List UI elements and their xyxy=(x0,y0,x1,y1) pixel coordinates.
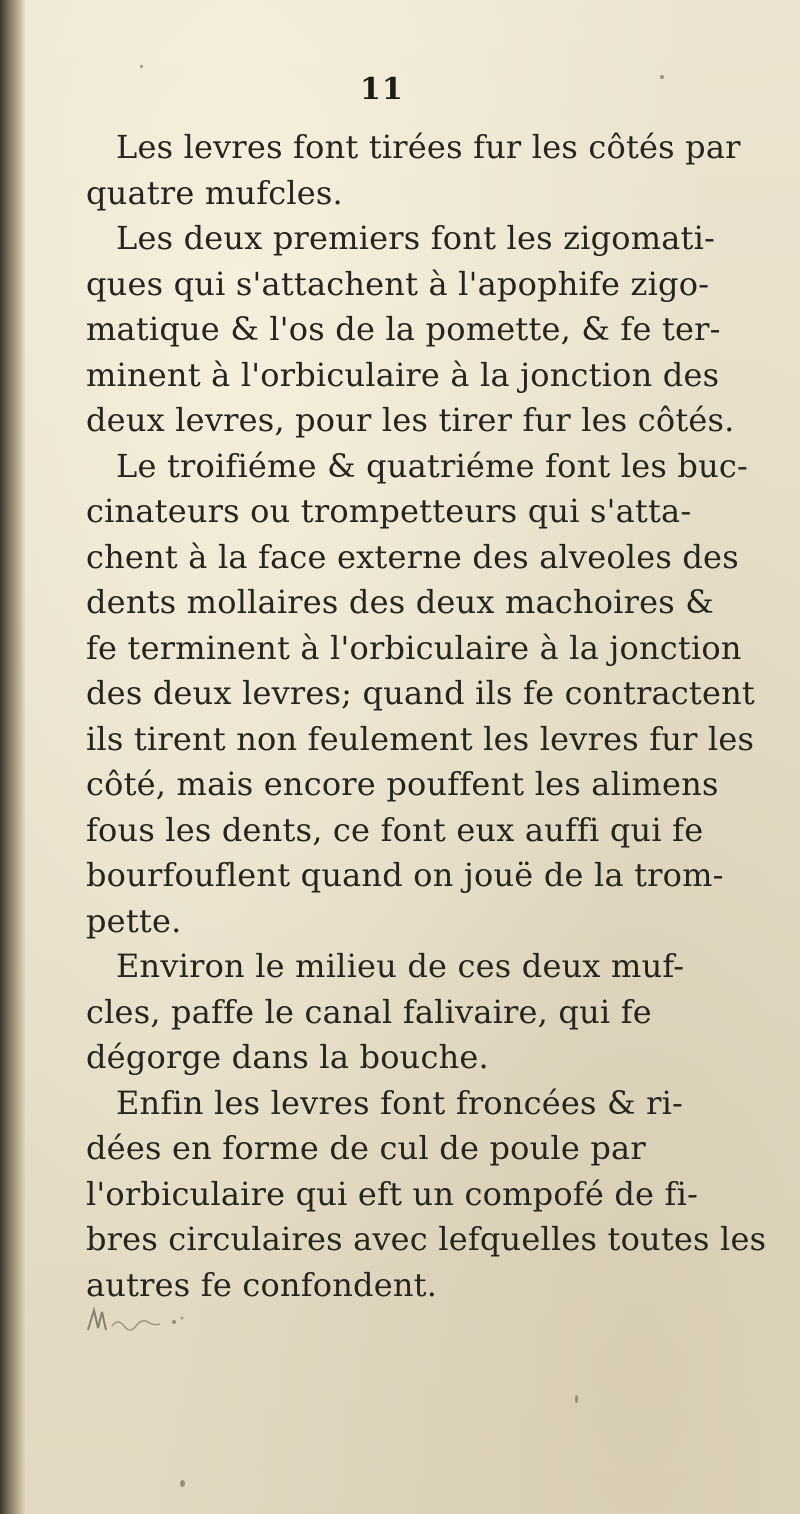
paper-speck xyxy=(180,1480,185,1487)
text-line: bres circulaires avec lefquelles toutes les xyxy=(86,1220,767,1258)
text-line: quatre mufcles. xyxy=(86,173,343,212)
text-line: Environ le milieu de ces deux muf- xyxy=(116,947,685,985)
text-line: côté, mais encore pouffent les alimens xyxy=(86,765,719,803)
binding-edge xyxy=(0,0,26,1514)
text-line: ques qui s'attachent à l'apophife zigo- xyxy=(86,264,710,303)
text-line: ils tirent non feulement les levres fur les xyxy=(86,719,755,758)
paper-speck xyxy=(575,1395,578,1403)
body-text xyxy=(86,125,767,1308)
text-line: Les levres font tirées fur les côtés par xyxy=(116,128,741,166)
text-line: dées en forme de cul de poule par xyxy=(86,1129,646,1167)
text-line: deux levres, pour les tirer fur les côtés. xyxy=(86,401,735,439)
text-line: dégorge dans la bouche. xyxy=(86,1038,489,1076)
text-line: fe terminent à l'orbiculaire à la jonction xyxy=(86,628,742,667)
page-number: 11 xyxy=(360,72,404,107)
text-line: l'orbiculaire qui eft un compofé de fi- xyxy=(86,1174,699,1213)
text-line: Le troifiéme & quatriéme font les buc- xyxy=(116,446,749,485)
text-line: chent à la face externe des alveoles des xyxy=(86,537,739,576)
text-line: cinateurs ou trompetteurs qui s'atta- xyxy=(86,492,692,530)
text-line: Enfin les levres font froncées & ri- xyxy=(116,1083,684,1122)
text-line: minent à l'orbiculaire à la jonction des xyxy=(86,355,720,394)
text-line: fous les dents, ce font eux auffi qui fe xyxy=(86,810,704,849)
paper-speck xyxy=(140,65,143,68)
text-line: pette. xyxy=(86,901,182,940)
text-line: des deux levres; quand ils fe contractent xyxy=(86,674,755,712)
text-line: bourfouflent quand on jouë de la trom- xyxy=(86,856,724,894)
paper-speck xyxy=(660,75,664,79)
library-stamp-mark xyxy=(84,1300,194,1340)
text-line: Les deux premiers font les zigomati- xyxy=(116,219,716,257)
text-line: dents mollaires des deux machoires & xyxy=(86,583,714,621)
text-line: autres fe confondent. xyxy=(86,1265,438,1304)
text-line: cles, paffe le canal falivaire, qui fe xyxy=(86,992,652,1031)
text-line: matique & l'os de la pomette, & fe ter- xyxy=(86,310,721,348)
